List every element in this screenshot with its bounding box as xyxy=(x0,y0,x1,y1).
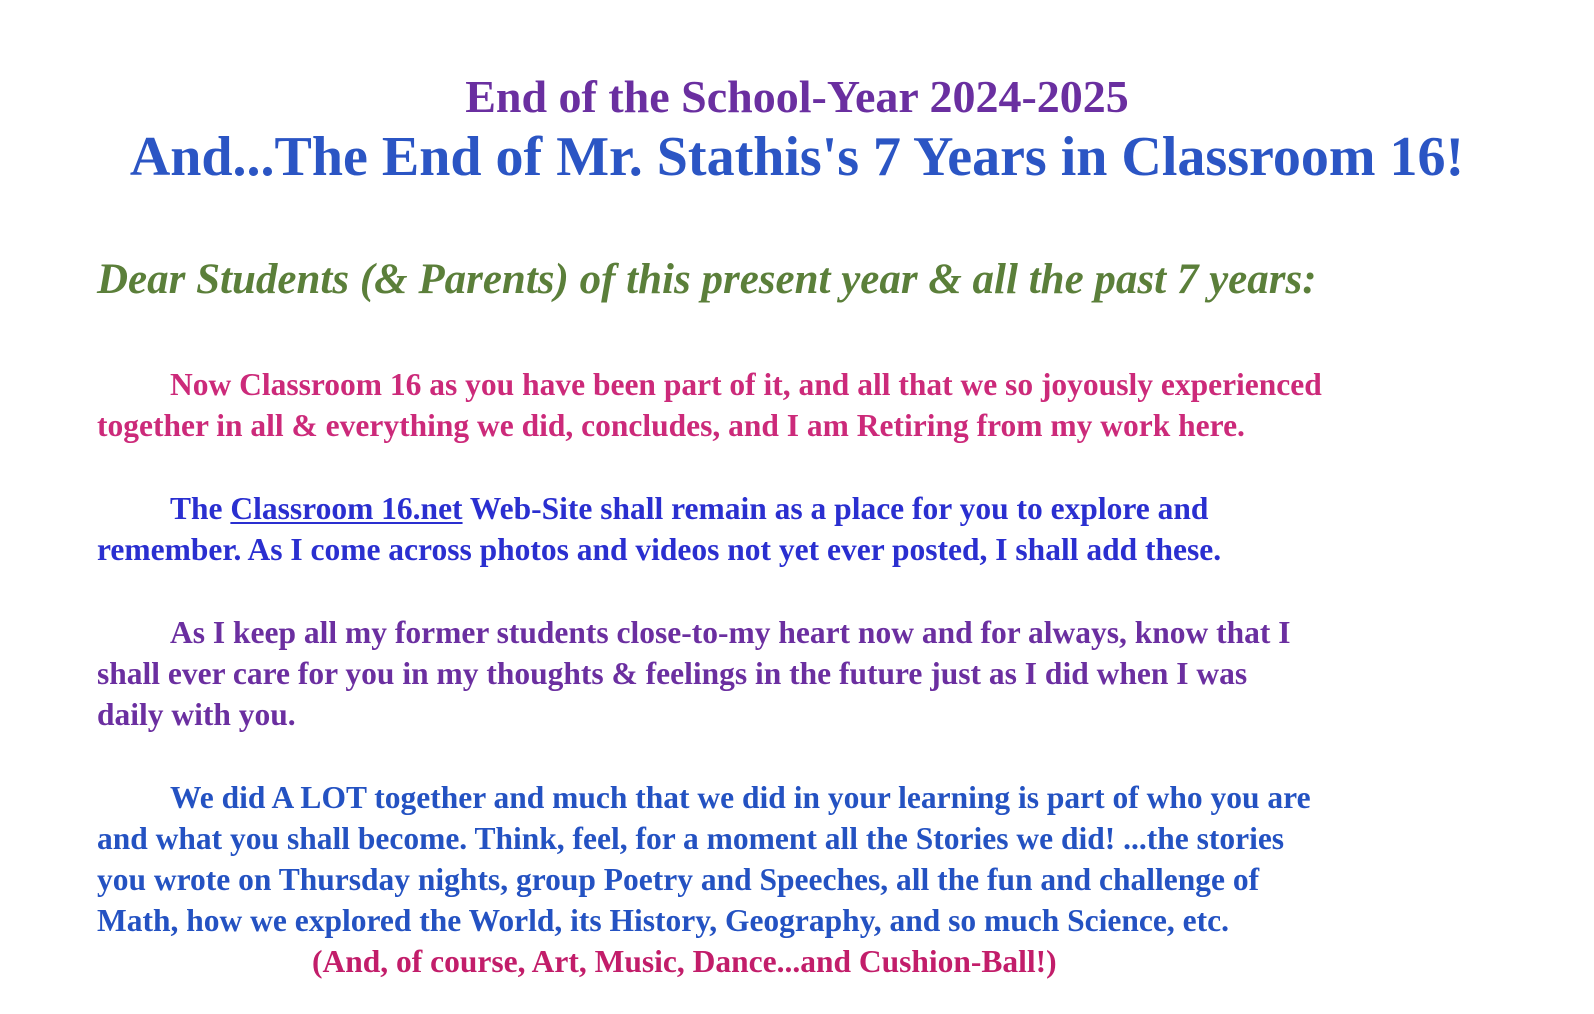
paragraph-line: you wrote on Thursday nights, group Poetry and Speeches, all the fun and challenge of xyxy=(97,862,1260,897)
paragraph-website xyxy=(97,488,1517,570)
paragraph-learning xyxy=(97,777,1517,941)
paragraph-line xyxy=(97,488,1517,529)
paragraph-care xyxy=(97,612,1517,735)
page-subtitle: And...The End of Mr. Stathis's 7 Years in Classroom 16! xyxy=(129,126,1465,188)
paragraph-line: together in all & everything we did, concludes, and I am Retiring from my work here. xyxy=(97,408,1245,443)
paragraph-line: daily with you. xyxy=(97,697,296,732)
page-title: End of the School-Year 2024-2025 xyxy=(465,71,1129,122)
paragraph-text: The xyxy=(170,491,231,526)
paragraph-line: As I keep all my former students close-to-my heart now and for always, know that I xyxy=(170,615,1291,650)
paragraph-line: and what you shall become. Think, feel, for a moment all the Stories we did! ...the stories xyxy=(97,821,1285,856)
paragraph-line: Math, how we explored the World, its History, Geography, and so much Science, etc. xyxy=(97,903,1229,938)
paragraph-tail: (And, of course, Art, Music, Dance...and Cushion-Ball!) xyxy=(312,944,1057,979)
classroom16-link[interactable]: Classroom 16.net xyxy=(230,491,463,526)
paragraph-line: shall ever care for you in my thoughts & feelings in the future just as I did when I was xyxy=(97,656,1248,691)
paragraph-line: Now Classroom 16 as you have been part of it, and all that we so joyously experienced xyxy=(170,367,1322,402)
paragraph-retiring xyxy=(97,364,1517,446)
paragraph-line: We did A LOT together and much that we did in your learning is part of who you are xyxy=(170,780,1311,815)
paragraph-text: Web-Site shall remain as a place for you to explore and xyxy=(462,491,1209,526)
greeting: Dear Students (& Parents) of this present year & all the past 7 years: xyxy=(97,256,1317,303)
paragraph-line: remember. As I come across photos and videos not yet ever posted, I shall add these. xyxy=(97,532,1222,567)
